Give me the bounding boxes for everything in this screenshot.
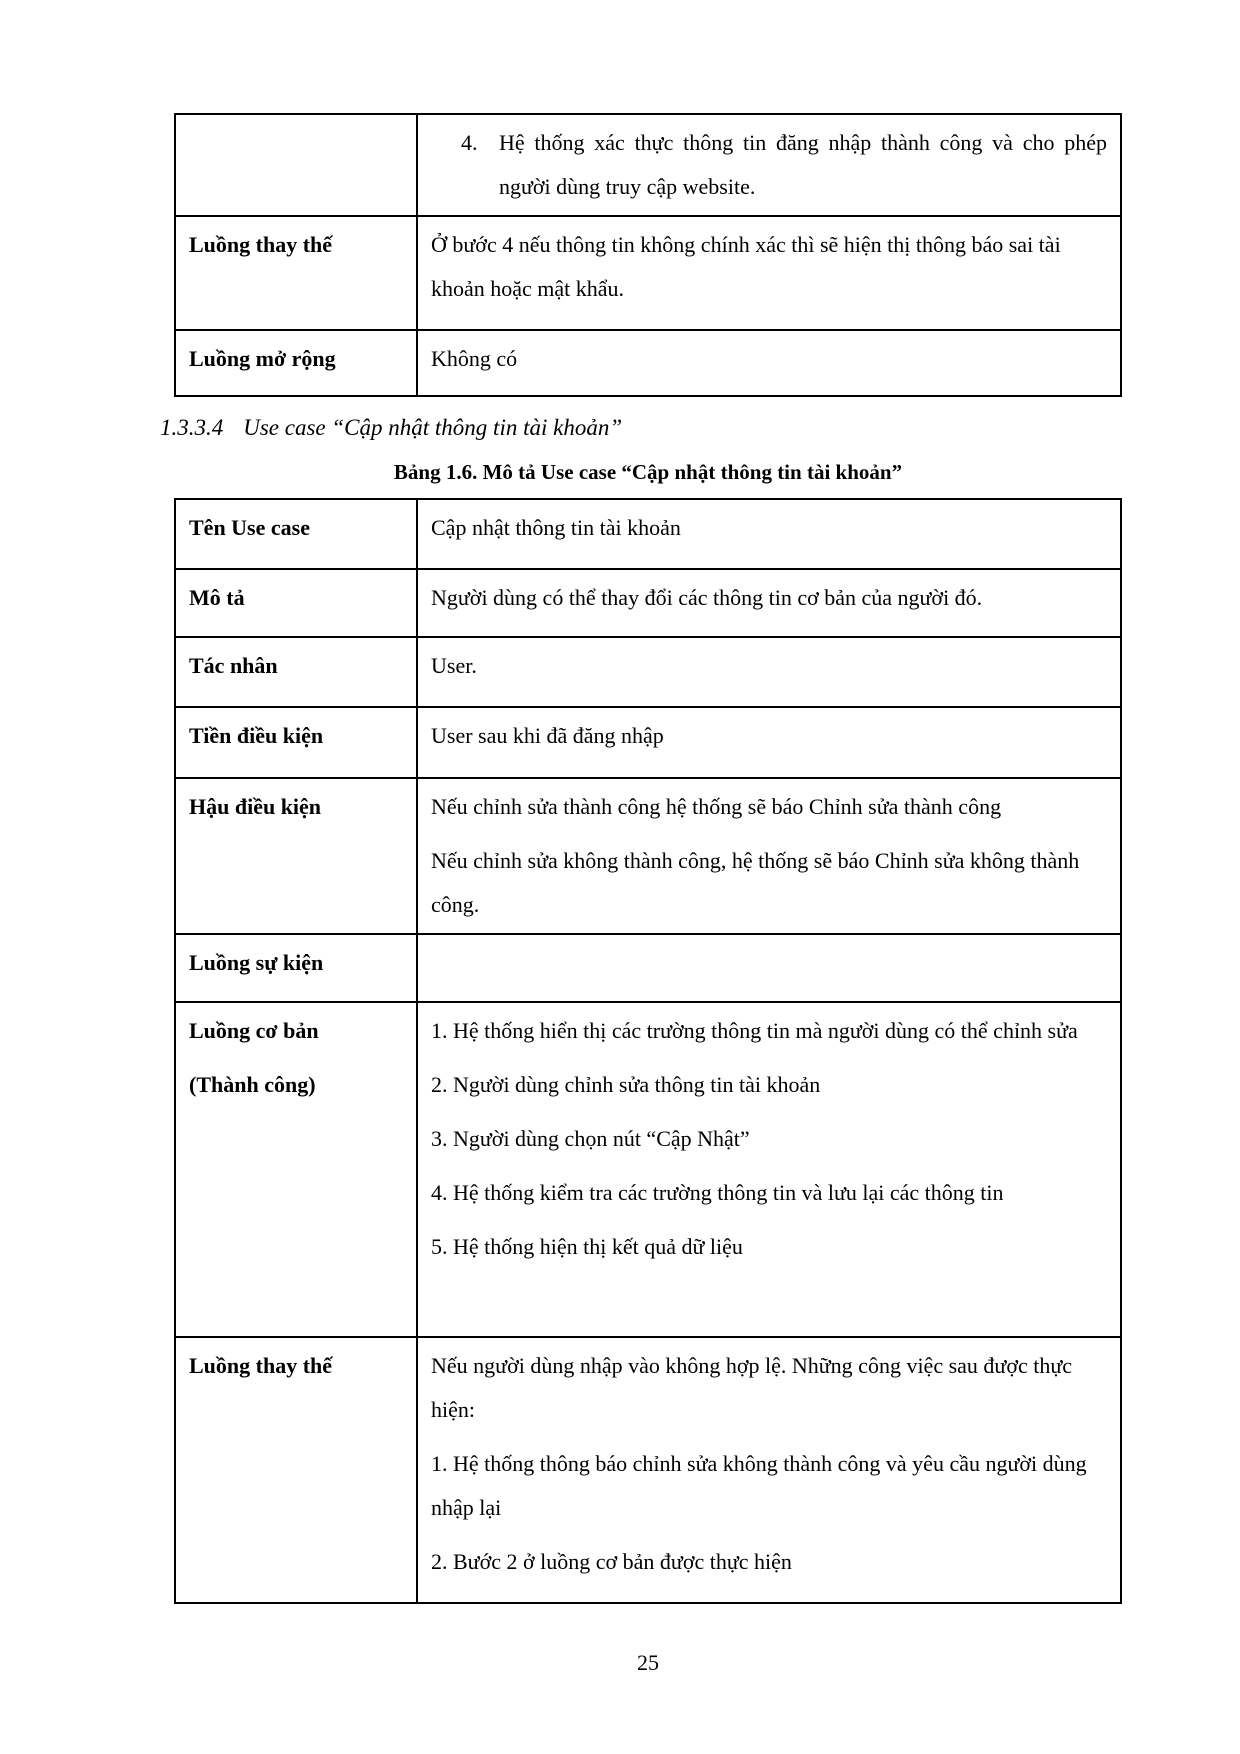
label-line: Luồng cơ bản [189,1018,319,1043]
table-row [175,934,1121,1002]
paragraph: Cập nhật thông tin tài khoản [431,515,681,540]
row-content [417,637,1121,707]
row-content [417,707,1121,778]
paragraph: 2. Người dùng chỉnh sửa thông tin tài khoản [431,1072,821,1097]
row-label [175,1002,417,1337]
paragraph: 5. Hệ thống hiện thị kết quả dữ liệu [431,1234,743,1259]
row-label: Hậu điều kiện [175,778,417,934]
paragraph: User sau khi đã đăng nhập [431,723,664,748]
paragraph: 1. Hệ thống thông báo chỉnh sửa không thành công và yêu cầu người dùng nhập lại [431,1451,1087,1520]
table-row [175,637,1121,707]
step-number: 4. [461,130,478,155]
table-row [175,778,1121,934]
paragraph: Ở bước 4 nếu thông tin không chính xác thì sẽ hiện thị thông báo sai tài khoản hoặc mật khẩu. [431,232,1061,301]
row-label: Luồng sự kiện [175,934,417,1002]
label-line: (Thành công) [189,1072,316,1097]
table-row [175,330,1121,396]
table-row [175,1002,1121,1337]
paragraph: 1. Hệ thống hiển thị các trường thông tin mà người dùng có thể chỉnh sửa [431,1018,1078,1043]
row-content [417,1337,1121,1603]
row-label: Tên Use case [175,499,417,569]
section-heading [160,413,1108,443]
row-label: Luồng thay thế [175,1337,417,1603]
page-number: 25 [637,1650,659,1675]
table-row [175,114,1121,216]
section-title: Use case “Cập nhật thông tin tài khoản” [243,415,623,440]
paragraph: Nếu người dùng nhập vào không hợp lệ. Những công việc sau được thực hiện: [431,1353,1073,1422]
paragraph: Nếu chỉnh sửa không thành công, hệ thống sẽ báo Chỉnh sửa không thành công. [431,848,1080,917]
row-content [417,114,1121,216]
content-block [160,0,1122,1676]
table-row [175,569,1121,637]
row-label: Tác nhân [175,637,417,707]
row-content [417,778,1121,934]
row-label: Luồng thay thế [175,216,417,330]
paragraph: 4. Hệ thống kiểm tra các trường thông tin và lưu lại các thông tin [431,1180,1004,1205]
table-row [175,499,1121,569]
row-label: Tiền điều kiện [175,707,417,778]
row-content [417,330,1121,396]
numbered-step [431,121,1107,209]
row-content [417,216,1121,330]
row-content [417,569,1121,637]
paragraph: User. [431,653,477,678]
paragraph: Nếu chỉnh sửa thành công hệ thống sẽ báo Chỉnh sửa thành công [431,794,1002,819]
paragraph: Không có [431,346,518,371]
paragraph: Người dùng có thể thay đổi các thông tin cơ bản của người đó. [431,585,983,610]
row-label: Mô tả [175,569,417,637]
row-label: Luồng mở rộng [175,330,417,396]
paragraph: 2. Bước 2 ở luồng cơ bản được thực hiện [431,1549,792,1574]
table-row [175,1337,1121,1603]
table-row [175,216,1121,330]
paragraph: 3. Người dùng chọn nút “Cập Nhật” [431,1126,750,1151]
use-case-table-continuation [174,113,1122,397]
row-content [417,1002,1121,1337]
step-text: Hệ thống xác thực thông tin đăng nhập thành công và cho phép người dùng truy cập website. [499,130,1107,199]
use-case-table [174,498,1122,1604]
section-number: 1.3.3.4 [160,415,224,440]
table-row [175,707,1121,778]
row-content [417,934,1121,1002]
row-label [175,114,417,216]
table-caption: Bảng 1.6. Mô tả Use case “Cập nhật thông tin tài khoản” [393,460,903,484]
row-content [417,499,1121,569]
